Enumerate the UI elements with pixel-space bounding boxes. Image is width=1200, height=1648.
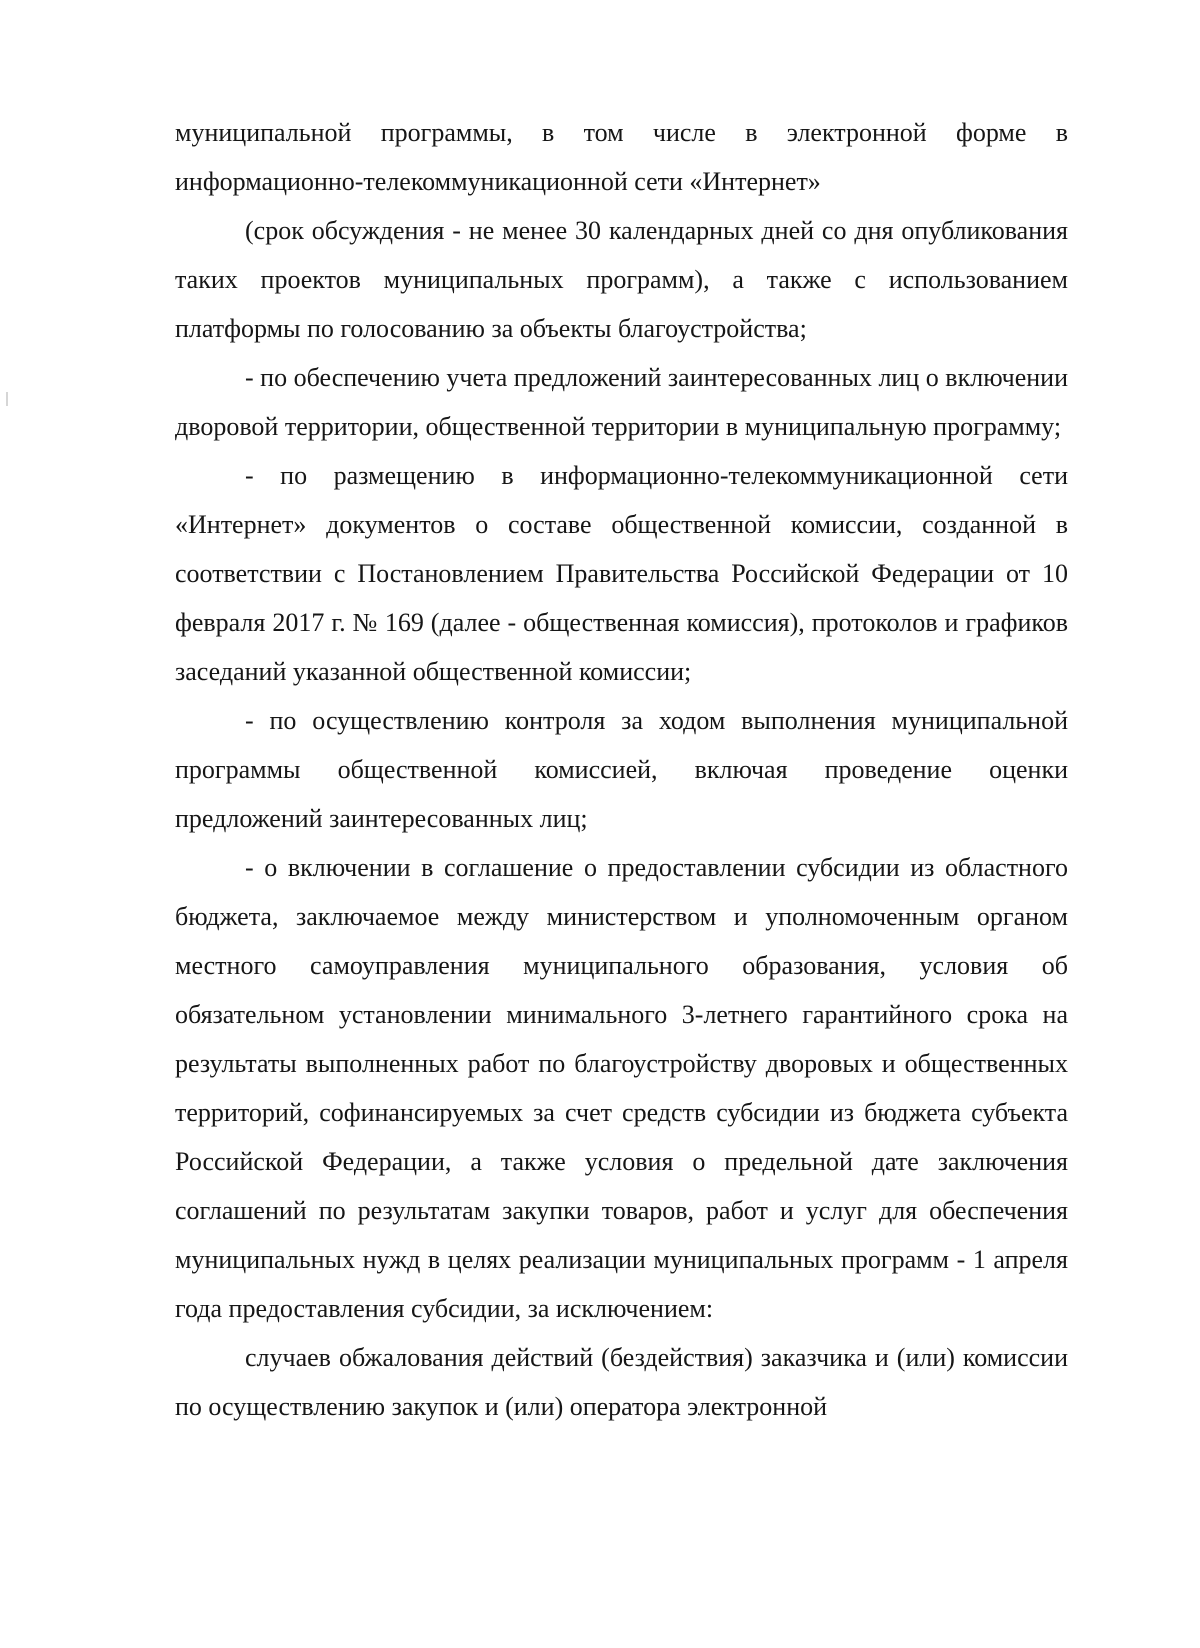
paragraph-4: - по размещению в информационно-телекоммуникационной сети «Интернет» документов о составе общественной комиссии, созданной в соответствии с Постановлением Правительства Российской Федерации от 10 февраля 2017 г. № 169 (далее - общественная комиссия), протоколов и графиков заседаний указанной общественной комиссии;	[175, 461, 1068, 686]
paragraph-7: случаев обжалования действий (бездействия) заказчика и (или) комиссии по осуществлению закупок и (или) оператора электронной	[175, 1343, 1068, 1421]
paragraph-1: муниципальной программы, в том числе в электронной форме в информационно-телекоммуникационной сети «Интернет»	[175, 118, 1068, 196]
paragraph-2: (срок обсуждения - не менее 30 календарных дней со дня опубликования таких проектов муниципальных программ), а также с использованием платформы по голосованию за объекты благоустройства;	[175, 216, 1068, 343]
document-body	[175, 108, 1068, 1431]
paragraph-6: - о включении в соглашение о предоставлении субсидии из областного бюджета, заключаемое между министерством и уполномоченным органом местного самоуправления муниципального образования, условия об обязательном установлении минимального 3-летнего гарантийного срока на результаты выполненных работ по благоустройству дворовых и общественных территорий, софинансируемых за счет средств субсидии из бюджета субъекта Российской Федерации, а также условия о предельной дате заключения соглашений по результатам закупки товаров, работ и услуг для обеспечения муниципальных нужд в целях реализации муниципальных программ - 1 апреля года предоставления субсидии, за исключением:	[175, 853, 1068, 1323]
paragraph-3: - по обеспечению учета предложений заинтересованных лиц о включении дворовой территории, общественной территории в муниципальную программу;	[175, 363, 1068, 441]
paragraph-5: - по осуществлению контроля за ходом выполнения муниципальной программы общественной комиссией, включая проведение оценки предложений заинтересованных лиц;	[175, 706, 1068, 833]
scan-artifact-mark	[6, 392, 8, 406]
